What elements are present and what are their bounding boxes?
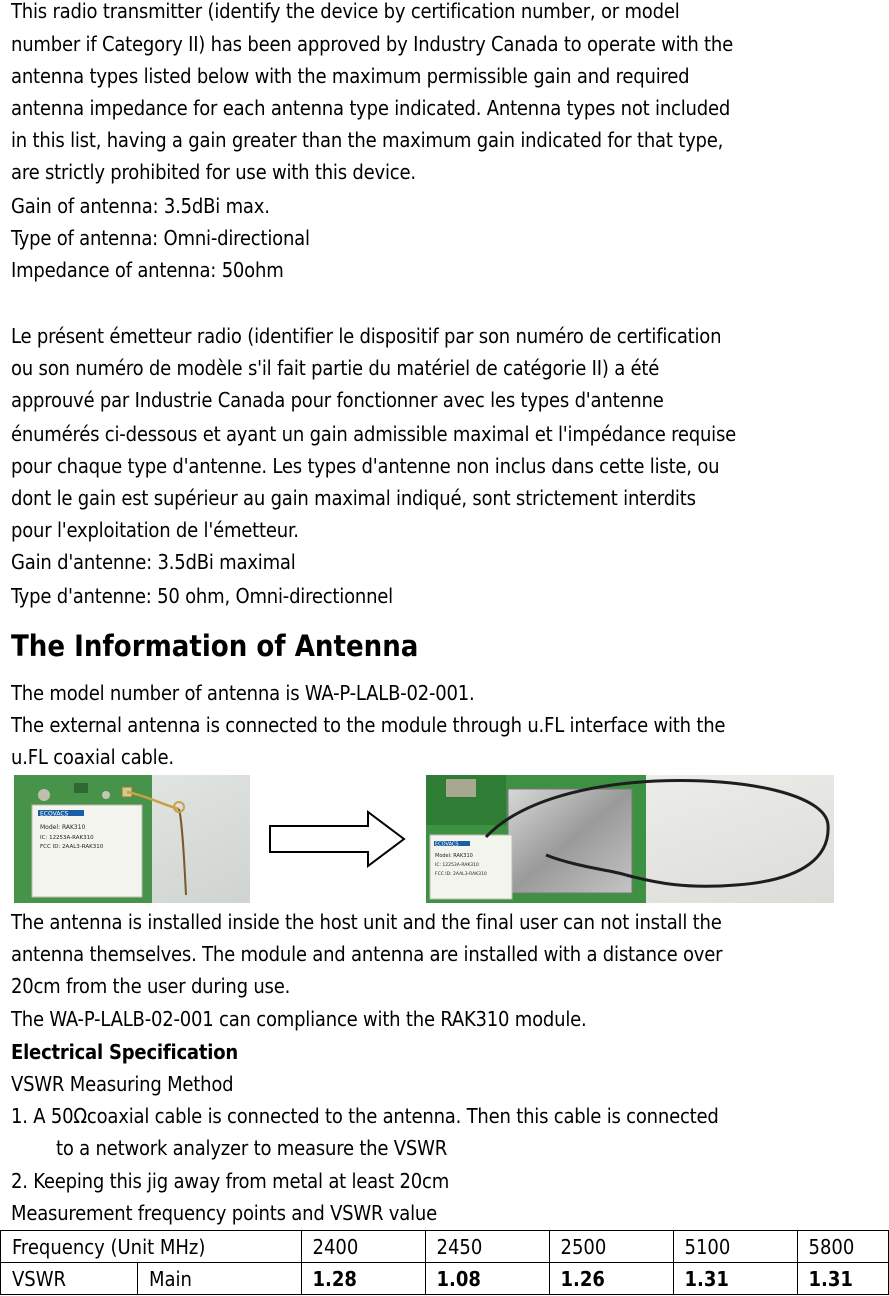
text-line: pour l'exploitation de l'émetteur. [11, 518, 299, 542]
table-cell: 5100 [673, 1231, 797, 1263]
text-line: The WA-P-LALB-02-001 can compliance with the RAK310 module. [11, 1007, 587, 1031]
arrow-icon [268, 810, 408, 868]
ic-label: IC: 12253A-RAK310 [435, 863, 479, 868]
text-line: Type of antenna: Omni-directional [11, 226, 310, 250]
spec-title: Electrical Specification [11, 1040, 238, 1064]
text-line: 2. Keeping this jig away from metal at least 20cm [11, 1169, 450, 1193]
model-label: Model: RAK310 [40, 824, 86, 831]
ic-label: IC: 12253A-RAK310 [40, 835, 94, 841]
table-header-cell: Main [138, 1263, 302, 1295]
table-cell: 1.31 [673, 1263, 797, 1295]
table-header-cell: Frequency (Unit MHz) [1, 1231, 302, 1263]
brand-label: ECOVACS [40, 810, 69, 818]
text-line: Type d'antenne: 50 ohm, Omni-directionnel [11, 584, 393, 608]
section-heading: The Information of Antenna [11, 629, 419, 663]
text-line: to a network analyzer to measure the VSWR [56, 1136, 447, 1160]
text-line: VSWR Measuring Method [11, 1072, 234, 1096]
text-line: The external antenna is connected to the module through u.FL interface with the [11, 713, 726, 737]
module-photo-left [14, 775, 250, 903]
text-line: antenna impedance for each antenna type indicated. Antenna types not included [11, 96, 731, 120]
table-cell: 5800 [797, 1231, 888, 1263]
text-line: énumérés ci-dessous et ayant un gain admissible maximal et l'impédance requise [11, 422, 737, 446]
text-line: Gain of antenna: 3.5dBi max. [11, 194, 270, 218]
table-row [1, 1263, 889, 1295]
text-line: number if Category II) has been approved by Industry Canada to operate with the [11, 32, 733, 56]
table-cell: 2500 [549, 1231, 673, 1263]
table-cell: 2400 [301, 1231, 425, 1263]
fcc-label: FCC ID: 2AAL3-RAK310 [435, 872, 487, 877]
text-line: 20cm from the user during use. [11, 974, 291, 998]
text-line: antenna types listed below with the maximum permissible gain and required [11, 64, 690, 88]
text-line: 1. A 50Ωcoaxial cable is connected to the antenna. Then this cable is connected [11, 1104, 719, 1128]
text-line: The antenna is installed inside the host unit and the final user can not install the [11, 910, 722, 934]
text-line: dont le gain est supérieur au gain maximal indiqué, sont strictement interdits [11, 486, 696, 510]
text-line: pour chaque type d'antenne. Les types d'antenne non inclus dans cette liste, ou [11, 454, 720, 478]
table-cell: 2450 [425, 1231, 549, 1263]
table-header-cell: VSWR [1, 1263, 138, 1295]
vswr-table [0, 1230, 889, 1295]
text-line: ou son numéro de modèle s'il fait partie du matériel de catégorie II) a été [11, 356, 660, 380]
text-line: Le présent émetteur radio (identifier le dispositif par son numéro de certification [11, 324, 722, 348]
table-cell: 1.31 [797, 1263, 888, 1295]
table-cell: 1.28 [301, 1263, 425, 1295]
text-line: antenna themselves. The module and antenna are installed with a distance over [11, 942, 723, 966]
module-photo-right [426, 775, 834, 903]
text-line: are strictly prohibited for use with this device. [11, 160, 416, 184]
text-line: in this list, having a gain greater than the maximum gain indicated for that type, [11, 128, 724, 152]
text-line: The model number of antenna is WA-P-LALB-02-001. [11, 681, 475, 705]
text-line: approuvé par Industrie Canada pour fonctionner avec les types d'antenne [11, 388, 664, 412]
text-line: Impedance of antenna: 50ohm [11, 258, 284, 282]
text-line: u.FL coaxial cable. [11, 745, 174, 769]
text-line: This radio transmitter (identify the device by certification number, or model [11, 0, 680, 23]
fcc-label: FCC ID: 2AAL3-RAK310 [40, 844, 104, 850]
model-label: Model: RAK310 [435, 853, 473, 859]
table-row [1, 1231, 889, 1263]
text-line: Gain d'antenne: 3.5dBi maximal [11, 550, 296, 574]
text-line: Measurement frequency points and VSWR value [11, 1201, 437, 1225]
table-cell: 1.26 [549, 1263, 673, 1295]
table-cell: 1.08 [425, 1263, 549, 1295]
brand-label: ECOVACS [435, 841, 459, 848]
